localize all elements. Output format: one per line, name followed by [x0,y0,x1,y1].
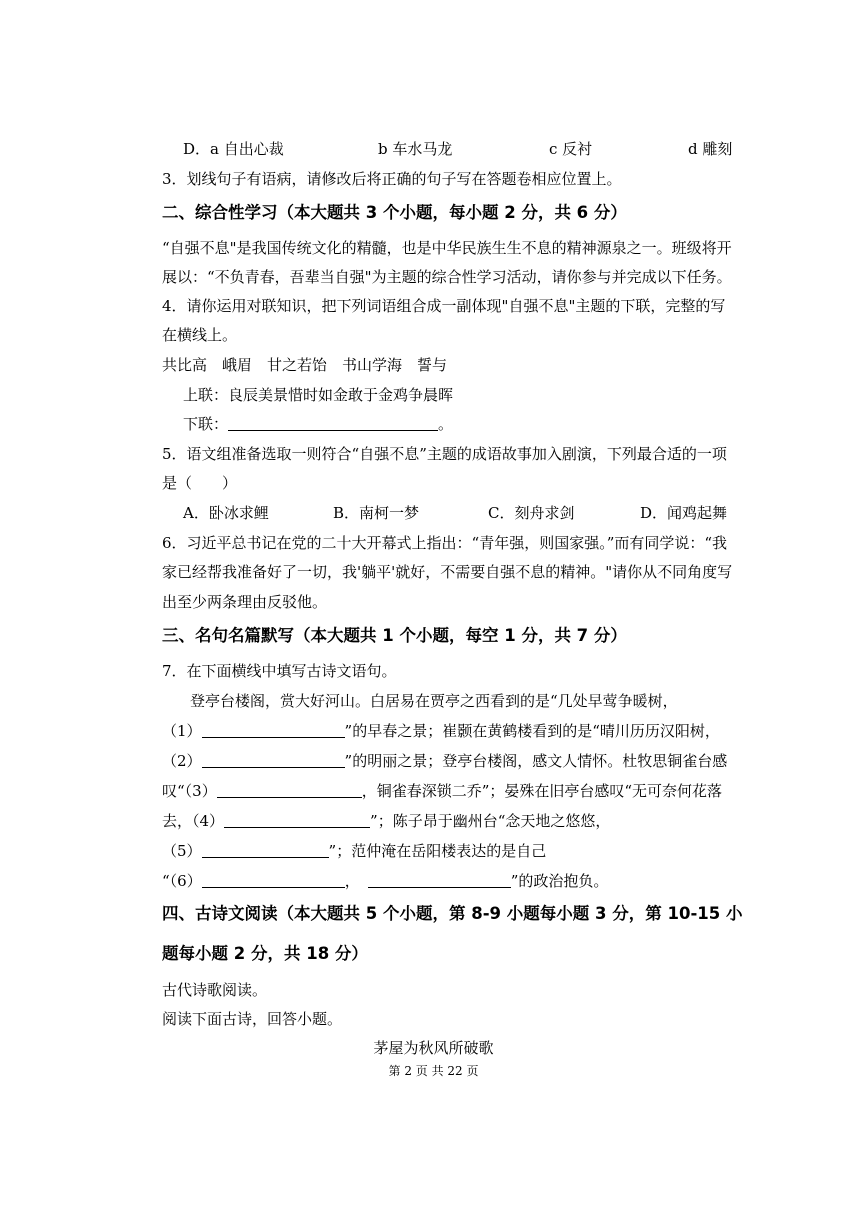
fill-4-number: 去，（4） [162,812,225,830]
fill-6-text: ”的政治抱负。 [510,872,609,890]
fill-2-text: ”的明丽之景；登亭台楼阁，感文人情怀。杜牧思铜雀台感 [344,752,728,770]
fill-line-6 [162,871,608,891]
fill-3-text: ，铜雀春深锁二乔”；晏殊在旧亭台感叹“无可奈何花落 [361,782,723,800]
section-4-heading-line-2: 题每小题 2 分，共 18 分） [162,944,368,963]
fill-line-3 [162,781,722,801]
question-3: 3．划线句子有语病，请修改后将正确的句子写在答题卷相应位置上。 [162,170,622,188]
page-footer: 第 2 页 共 22 页 [388,1064,479,1078]
fill-6a-blank[interactable] [202,872,345,888]
lower-couplet [183,414,453,434]
question-4-line-2: 在横线上。 [162,326,238,344]
section-2-heading: 二、综合性学习（本大题共 3 个小题，每小题 2 分，共 6 分） [162,203,627,222]
question-6-line-1: 6．习近平总书记在党的二十大开幕式上指出：“青年强，则国家强。”而有同学说：“我 [162,534,728,552]
option-a: D．a 自出心裁 [183,140,284,158]
fill-2-blank[interactable] [202,752,345,768]
fill-6-number: “（6） [162,872,202,890]
fill-3-blank[interactable] [217,782,362,798]
fill-4-blank[interactable] [224,812,370,828]
fill-2-number: （2） [162,752,202,770]
question-5-line-2: 是（ ） [162,474,238,492]
fill-line-1 [162,721,720,741]
option-d: d 雕刻 [688,140,733,158]
lower-couplet-label: 下联： [183,415,229,433]
fill-line-4 [162,811,610,831]
section-2-intro-line-1: “自强不息"是我国传统文化的精髓，也是中华民族生生不息的精神源泉之一。班级将开 [162,239,732,257]
poetry-intro: 登亭台楼阁，赏大好河山。白居易在贾亭之西看到的是“几处早莺争暖树， [190,692,678,710]
fill-6-comma: ， [344,872,360,890]
fill-5-text: ”；范仲淹在岳阳楼表达的是自己 [328,842,547,860]
upper-couplet: 上联：良辰美景惜时如金敢于金鸡争晨晖 [183,386,454,404]
lower-couplet-blank[interactable] [228,415,438,431]
section-3-heading: 三、名句名篇默写（本大题共 1 个小题，每空 1 分，共 7 分） [162,626,627,645]
fill-4-text: ”；陈子昂于幽州台“念天地之悠悠， [370,812,611,830]
fill-5-number: （5） [162,842,202,860]
section-4-heading-line-1: 四、古诗文阅读（本大题共 5 个小题，第 8-9 小题每小题 3 分，第 10-15 小 [162,904,743,923]
word-list: 共比高 峨眉 甘之若饴 书山学海 誓与 [162,356,448,374]
option-c: c 反衬 [549,140,593,158]
q5-option-d: D．闻鸡起舞 [640,504,728,522]
poem-title: 茅屋为秋风所破歌 [373,1039,494,1057]
fill-1-text: ”的早春之景；崔颢在黄鹤楼看到的是“晴川历历汉阳树， [344,722,720,740]
fill-line-5 [162,841,546,861]
question-7: 7．在下面横线中填写古诗文语句。 [162,662,397,680]
fill-1-blank[interactable] [202,722,345,738]
section-4-instruction: 阅读下面古诗，回答小题。 [162,1010,343,1028]
fill-1-number: （1） [162,722,202,740]
question-6-line-3: 出至少两条理由反驳他。 [162,593,328,611]
section-2-intro-line-2: 展以：“不负青春，吾辈当自强"为主题的综合性学习活动，请你参与并完成以下任务。 [162,268,732,286]
q5-option-c: C．刻舟求剑 [488,504,575,522]
section-4-subheading: 古代诗歌阅读。 [162,981,268,999]
lower-couplet-end: 。 [438,415,454,433]
fill-3-number: 叹“（3） [162,782,217,800]
fill-5-blank[interactable] [202,842,329,858]
fill-6b-blank[interactable] [368,872,511,888]
q5-option-b: B．南柯一梦 [333,504,420,522]
question-6-line-2: 家已经帮我准备好了一切，我'躺平'就好，不需要自强不息的精神。"请你从不同角度写 [162,563,733,581]
question-4-line-1: 4．请你运用对联知识，把下列词语组合成一副体现"自强不息"主题的下联，完整的写 [162,297,726,315]
question-5-line-1: 5．语文组准备选取一则符合“自强不息”主题的成语故事加入剧演，下列最合适的一项 [162,445,727,463]
option-b: b 车水马龙 [378,140,453,158]
q5-option-a: A．卧冰求鲤 [183,504,269,522]
fill-line-2 [162,751,727,771]
